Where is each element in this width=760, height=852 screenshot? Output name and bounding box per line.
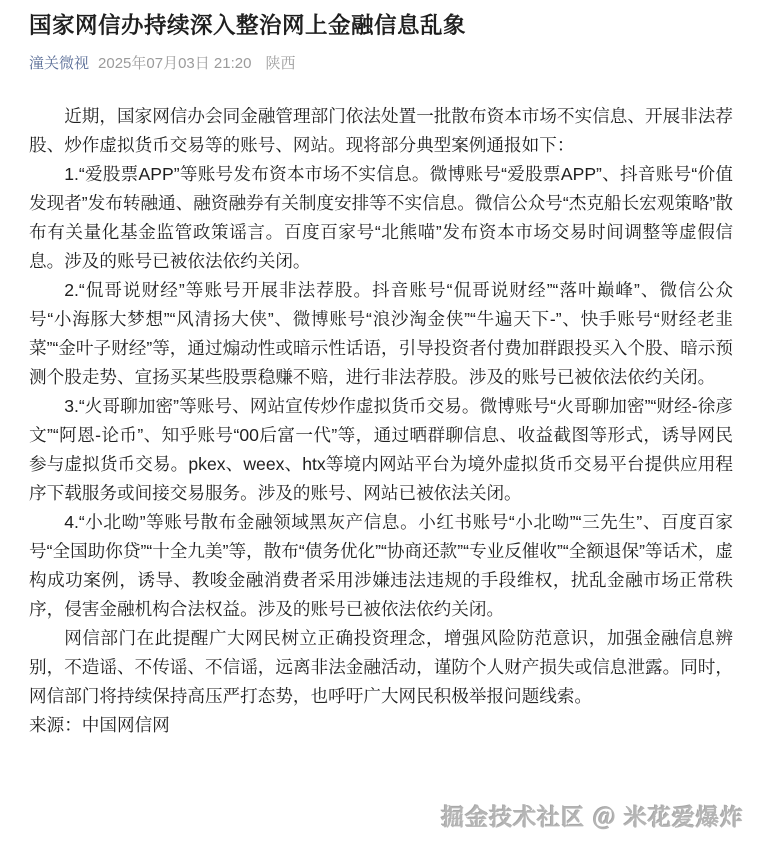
article-meta — [29, 54, 733, 74]
article-paragraph: 3.“火哥聊加密”等账号、网站宣传炒作虚拟货币交易。微博账号“火哥聊加密”“财经-徐彦文”“阿恩-论币”、知乎账号“00后富一代”等，通过晒群聊信息、收益截图等形式，诱导网民参与虚拟货币交易。pkex、weex、htx等境内网站平台为境外虚拟货币交易平台提供应用程序下载服务或间接交易服务。涉及的账号、网站已被依法关闭。 — [29, 396, 733, 503]
article-paragraph: 4.“小北呦”等账号散布金融领域黑灰产信息。小红书账号“小北呦”“三先生”、百度百家号“全国助你贷”“十全九美”等，散布“债务优化”“协商还款”“专业反催收”“全额退保”等话术，虚构成功案例，诱导、教唆金融消费者采用涉嫌违法违规的手段维权，扰乱金融市场正常秩序，侵害金融机构合法权益。涉及的账号已被依法依约关闭。 — [29, 512, 733, 619]
article-paragraph: 1.“爱股票APP”等账号发布资本市场不实信息。微博账号“爱股票APP”、抖音账号“价值发现者”发布转融通、融资融券有关制度安排等不实信息。微信公众号“杰克船长宏观策略”散布有关量化基金监管政策谣言。百度百家号“北熊喵”发布资本市场交易时间调整等虚假信息。涉及的账号已被依法依约关闭。 — [29, 164, 733, 271]
page-title: 国家网信办持续深入整治网上金融信息乱象 — [29, 13, 467, 38]
article-paragraph: 2.“侃哥说财经”等账号开展非法荐股。抖音账号“侃哥说财经”“落叶巅峰”、微信公众号“小海豚大梦想”“风清扬大侠”、微博账号“浪沙淘金侠”“牛遍天下-”、快手账号“财经老韭菜”“金叶子财经”等，通过煽动性或暗示性话语，引导投资者付费加群跟投买入个股、暗示预测个股走势、宣扬买某些股票稳赚不赔，进行非法荐股。涉及的账号已被依法依约关闭。 — [29, 280, 733, 387]
article-paragraph: 网信部门在此提醒广大网民树立正确投资理念，增强风险防范意识，加强金融信息辨别，不造谣、不传谣、不信谣，远离非法金融活动，谨防个人财产损失或信息泄露。同时，网信部门将持续保持高压严打态势，也呼吁广大网民积极举报问题线索。 — [29, 628, 733, 706]
source-line: 来源：中国网信网 — [29, 715, 170, 735]
article-paragraph: 近期，国家网信办会同金融管理部门依法处置一批散布资本市场不实信息、开展非法荐股、炒作虚拟货币交易等的账号、网站。现将部分典型案例通报如下： — [29, 106, 733, 155]
publish-region: 陕西 — [265, 55, 296, 72]
article-body — [29, 102, 733, 711]
publish-datetime: 2025年07月03日 21:20 — [98, 55, 252, 72]
source-account-link[interactable]: 潼关微视 — [29, 55, 90, 72]
watermark: 掘金技术社区 ＠ 米花爱爆炸 — [441, 804, 744, 830]
